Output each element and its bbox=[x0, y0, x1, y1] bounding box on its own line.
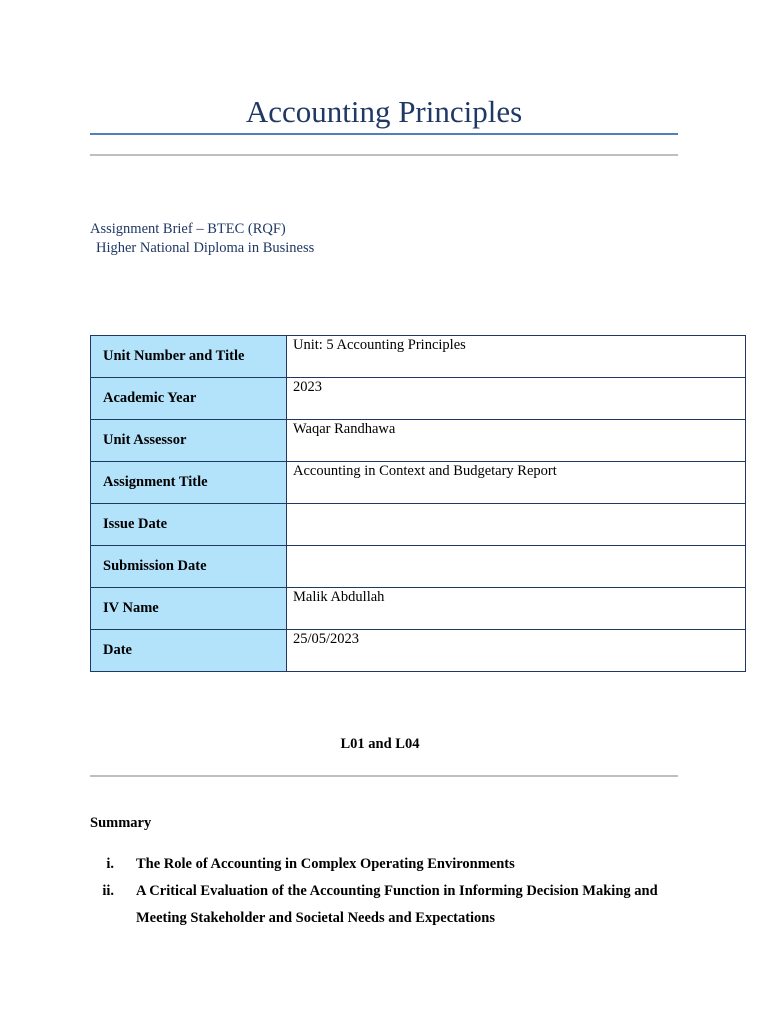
list-item bbox=[90, 878, 690, 932]
table-row bbox=[91, 504, 746, 546]
table-row bbox=[91, 630, 746, 672]
row-label: Date bbox=[91, 630, 287, 672]
section-divider bbox=[90, 775, 678, 777]
list-item-text: A Critical Evaluation of the Accounting Function in Informing Decision Making and Meeting Stakeholder and Societal Needs and Expectations bbox=[136, 883, 658, 926]
row-value: Accounting in Context and Budgetary Report bbox=[287, 462, 746, 504]
section-heading: L01 and L04 bbox=[340, 736, 420, 752]
table-row bbox=[91, 462, 746, 504]
row-label: Submission Date bbox=[91, 546, 287, 588]
brief-line-2: Higher National Diploma in Business bbox=[96, 240, 315, 256]
row-label: Assignment Title bbox=[91, 462, 287, 504]
row-label: Academic Year bbox=[91, 378, 287, 420]
table-row bbox=[91, 378, 746, 420]
list-item bbox=[90, 851, 690, 878]
row-value: 2023 bbox=[287, 378, 746, 420]
row-value: Unit: 5 Accounting Principles bbox=[287, 336, 746, 378]
row-label: IV Name bbox=[91, 588, 287, 630]
table-row bbox=[91, 588, 746, 630]
row-value: Malik Abdullah bbox=[287, 588, 746, 630]
unit-info-table bbox=[90, 335, 746, 672]
list-item-text: The Role of Accounting in Complex Operating Environments bbox=[136, 856, 515, 872]
summary-heading: Summary bbox=[90, 815, 152, 831]
brief-line-1: Assignment Brief – BTEC (RQF) bbox=[90, 221, 286, 237]
row-label: Unit Assessor bbox=[91, 420, 287, 462]
summary-list bbox=[90, 851, 690, 932]
title-divider bbox=[90, 154, 678, 156]
row-value bbox=[287, 546, 746, 588]
title-underline bbox=[90, 133, 678, 135]
document-title: Accounting Principles bbox=[245, 94, 523, 129]
assignment-brief bbox=[90, 220, 314, 258]
table-row bbox=[91, 546, 746, 588]
row-value: Waqar Randhawa bbox=[287, 420, 746, 462]
list-item-number: ii. bbox=[102, 883, 114, 899]
list-item-number: i. bbox=[106, 856, 114, 872]
row-label: Issue Date bbox=[91, 504, 287, 546]
row-value bbox=[287, 504, 746, 546]
table-row bbox=[91, 336, 746, 378]
row-value: 25/05/2023 bbox=[287, 630, 746, 672]
table-row bbox=[91, 420, 746, 462]
row-label: Unit Number and Title bbox=[91, 336, 287, 378]
